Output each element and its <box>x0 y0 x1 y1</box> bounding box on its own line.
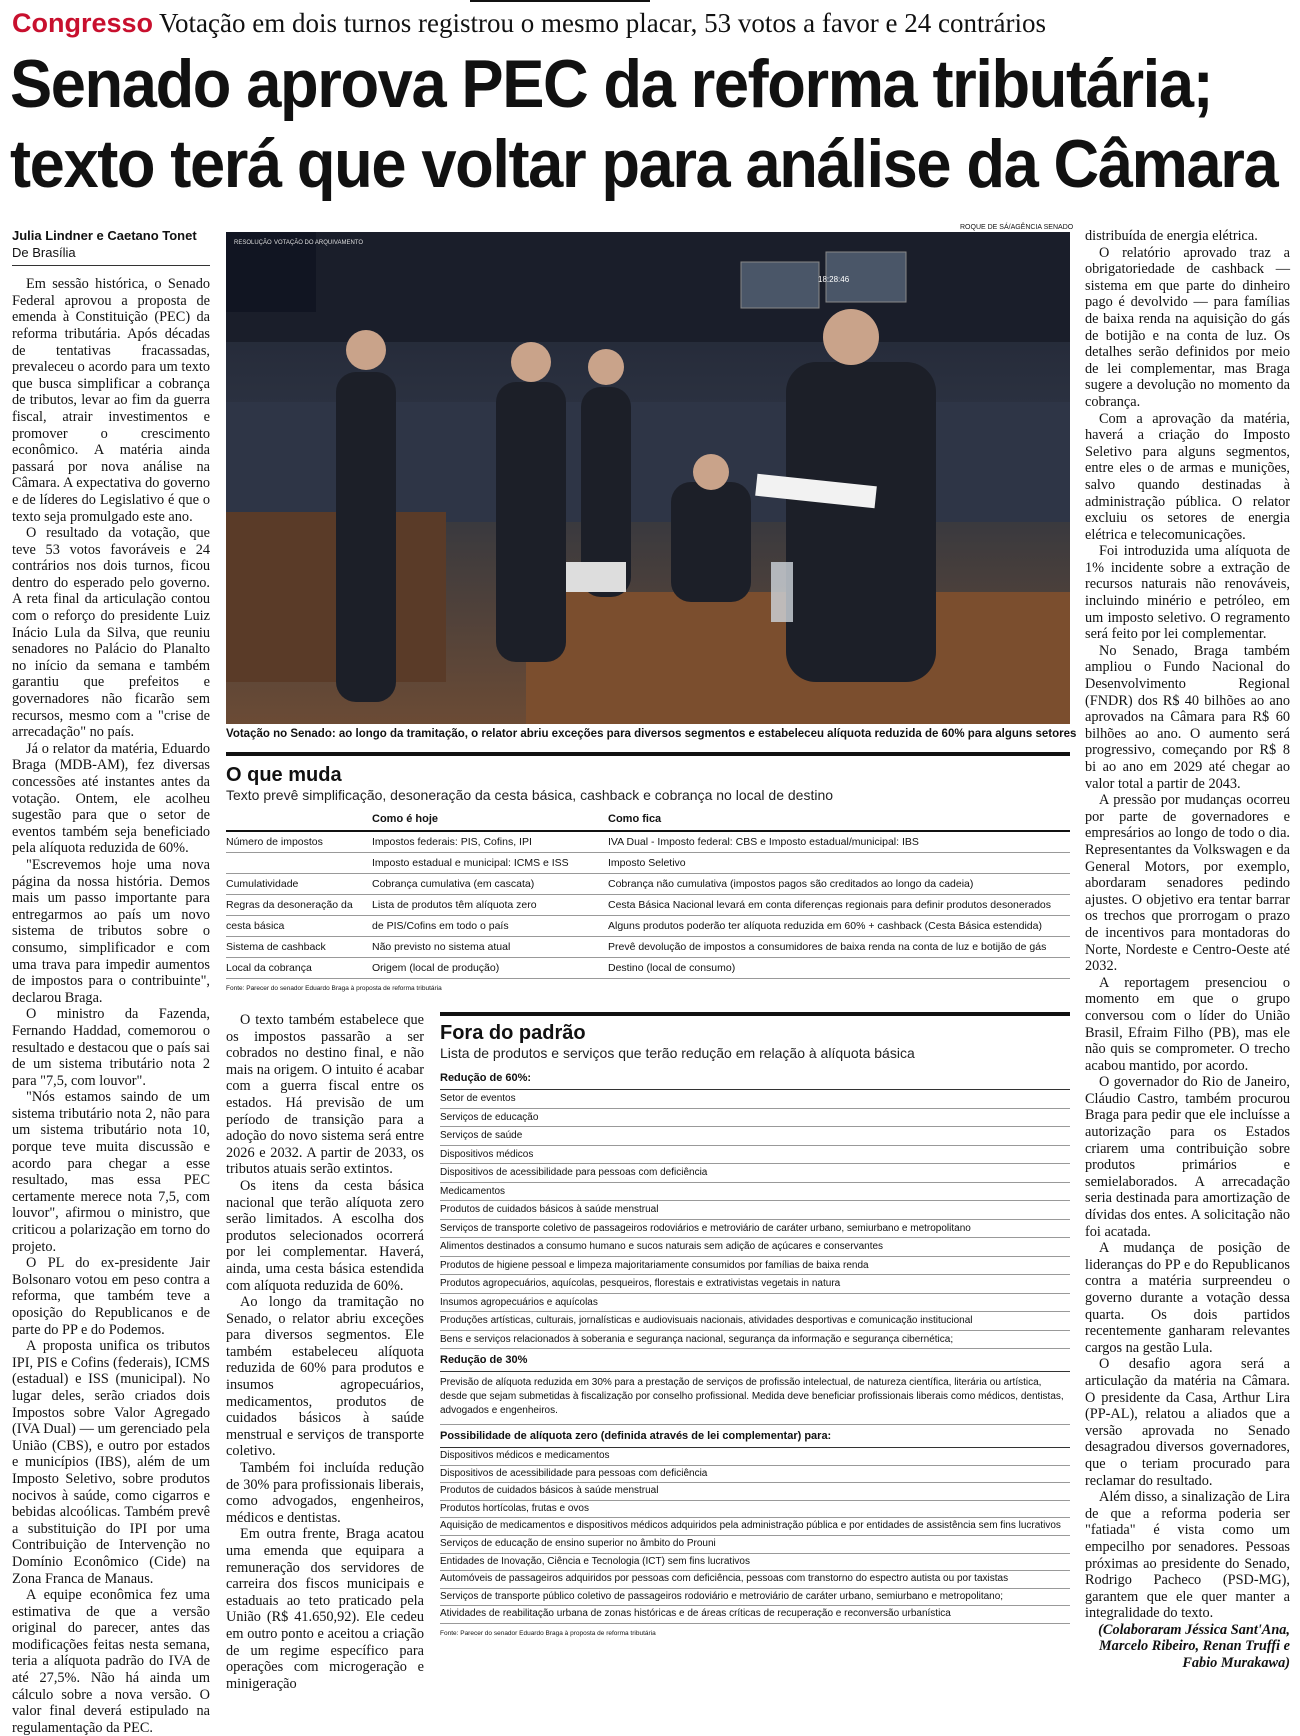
article-paragraph: A mudança de posição de lideranças do PP e do Republicanos contra a matéria surpreendeu o governo durante a votação dessa quarta. Os dois partidos recentemente ganharam relevantes cargos na gestão Lula. <box>1085 1240 1290 1356</box>
monitor-left <box>741 262 819 308</box>
article-paragraph: Além disso, a sinalização de Lira de que a reforma poderia ser "fatiada" é vista como um empecilho por senadores. Pessoas próximas ao presidente do Senado, Rodrigo Pacheco (PSD-MG), garantem que ele quer manter a integralidade do texto. <box>1085 1489 1290 1622</box>
name-plate <box>566 562 626 592</box>
o-que-muda-subtitle: Texto prevê simplificação, desoneração da cesta básica, cashback e cobrança no local de destino <box>226 787 834 803</box>
list-item: Produtos de cuidados básicos à saúde menstrual <box>440 1201 1070 1220</box>
article-paragraph: Os itens da cesta básica nacional que terão alíquota zero serão limitados. A escolha dos produtos selecionados ocorrerá por lei complementar. Haverá, ainda, uma cesta básica estendida com alíquota reduzida de 60%. <box>226 1177 424 1294</box>
table-cell-fica: Imposto Seletivo <box>608 853 1070 874</box>
list-item: Aquisição de medicamentos e dispositivos médicos adquiridos pela administração pública e por entidades de assistência sem fins lucrativos <box>440 1518 1070 1536</box>
byline-authors: Julia Lindner e Caetano Tonet <box>12 228 197 243</box>
table-cell-hoje: Cobrança cumulativa (em cascata) <box>372 874 608 895</box>
article-paragraph: Foi introduzida uma alíquota de 1% incidente sobre a extração de recursos naturais não renováveis, incluindo minério e petróleo, em um imposto seletivo. O regramento será feito por lei complementar. <box>1085 543 1290 643</box>
list-item: Alimentos destinados a consumo humano e sucos naturais sem adição de açúcares e conservantes <box>440 1238 1070 1257</box>
table-cell-label <box>226 853 372 874</box>
fora-do-padrao-title: Fora do padrão <box>440 1022 586 1044</box>
senator-figure-4 <box>671 482 751 602</box>
list-item: Serviços de educação de ensino superior no âmbito do Prouni <box>440 1536 1070 1554</box>
list-item: Atividades de reabilitação urbana de zonas históricas e de áreas críticas de recuperação e reconversão urbanística <box>440 1606 1070 1624</box>
table-cell-fica: Prevê devolução de impostos a consumidores de baixa renda na conta de luz e botijão de gás <box>608 937 1070 958</box>
table-cell-label: Regras da desoneração da <box>226 895 372 916</box>
credits: (Colaboraram Jéssica Sant'Ana, Marcelo Ribeiro, Renan Truffi e Fabio Murakawa) <box>1098 1621 1290 1672</box>
article-paragraph: O PL do ex-presidente Jair Bolsonaro votou em peso contra a reforma, que também teve a oposição do Republicanos e de parte do PP e do Podemos. <box>12 1255 210 1338</box>
column-2 <box>226 1012 424 1692</box>
rapporteur-figure <box>786 362 936 682</box>
table-cell-fica: IVA Dual - Imposto federal: CBS e Imposto estadual/municipal: IBS <box>608 831 1070 853</box>
head-4 <box>693 454 729 490</box>
list-item: Produtos agropecuários, aquícolas, pesqueiros, florestais e extrativistas vegetais in natura <box>440 1275 1070 1294</box>
table-row <box>226 853 1070 874</box>
fora-do-padrao-source: Fonte: Parecer do senador Eduardo Braga à proposta de reforma tributária <box>440 1629 656 1637</box>
list-item: Serviços de transporte coletivo de passageiros rodoviários e metroviário de caráter urbano, semiurbano e metropolitano <box>440 1220 1070 1239</box>
article-paragraph: O desafio agora será a articulação da matéria na Câmara. O presidente da Casa, Arthur Lira (PP-AL), relatou a aliados que a versão aprovada no Senado desagradou diversos governadores, que o teriam procurado para reclamar do resultado. <box>1085 1356 1290 1489</box>
column-3 <box>1085 228 1290 1672</box>
chamber-back-wall <box>226 232 1070 342</box>
article-paragraph: A pressão por mudanças ocorreu por parte de governadores e empresários ao longo de todo o dia. Representantes da Volkswagen e da General Motors, por exemplo, abordaram senadores pedindo ajustes. O objetivo era tentar barrar os trechos que prorrogam o prazo de incentivos para montadoras do Norte, Nordeste e Centro-Oeste até 2032. <box>1085 792 1290 975</box>
article-paragraph: Com a aprovação da matéria, haverá a criação do Imposto Seletivo para alguns segmentos, entre eles o de armas e munições, salvo quando destinadas à administração pública. O relator excluiu os setores de energia elétrica e telecomunicações. <box>1085 410 1290 543</box>
table-cell-fica: Cesta Básica Nacional levará em conta diferenças regionais para definir produtos desonerados <box>608 895 1070 916</box>
headline-line-2: texto terá que voltar para análise da Câmara <box>10 126 1278 202</box>
column-1 <box>12 228 210 1736</box>
table-cell-hoje: Lista de produtos têm alíquota zero <box>372 895 608 916</box>
byline-rule <box>12 265 210 266</box>
monitor-time: 18:28:46 <box>818 275 850 284</box>
group-30-title: Redução de 30% <box>440 1349 1070 1372</box>
article-paragraph: No Senado, Braga também ampliou o Fundo Nacional do Desenvolvimento Regional (FNDR) dos R$ 40 bilhões ao ano aprovados na Câmara para R$ 60 bilhões ao ano. O aumento será progressivo, começando por R$ 8 bi ao ano em 2029 até chegar ao valor total a partir de 2043. <box>1085 642 1290 792</box>
article-paragraph: O texto também estabelece que os impostos passarão a ser cobrados no destino final, e não mais na origem. O intuito é acabar com a guerra fiscal entre os estados. Há previsão de um período de transição para a adoção do novo sistema será entre 2026 e 2032. A partir de 2033, os tributos atuais serão extintos. <box>226 1012 424 1178</box>
list-item: Serviços de saúde <box>440 1127 1070 1146</box>
table-cell-label: Sistema de cashback <box>226 937 372 958</box>
article-paragraph: O ministro da Fazenda, Fernando Haddad, comemorou o resultado e destacou que o país sai de um sistema tributário nota 2 para "7,5, com louvor". <box>12 1006 210 1089</box>
vote-panel-label-1: RESOLUÇÃO <box>234 240 272 246</box>
o-que-muda-box <box>226 752 1070 992</box>
list-item: Setor de eventos <box>440 1090 1070 1109</box>
head-3 <box>588 349 624 385</box>
list-item: Dispositivos médicos <box>440 1146 1070 1165</box>
article-paragraph: Também foi incluída redução de 30% para profissionais liberais, como advogados, engenheiros, médicos e dentistas. <box>226 1460 424 1526</box>
list-item: Produtos hortícolas, frutas e ovos <box>440 1501 1070 1519</box>
list-item: Bens e serviços relacionados à soberania e segurança nacional, segurança da informação e segurança cibernética; <box>440 1331 1070 1350</box>
table-row <box>226 874 1070 895</box>
list-item: Produções artísticas, culturais, jornalísticas e audiovisuais nacionais, atividades desportivas e comunicação institucional <box>440 1312 1070 1331</box>
article-paragraph: Em outra frente, Braga acatou uma emenda que equipara a remuneração dos servidores de carreira dos fiscos municipais e estaduais ao teto praticado pela União (R$ 41.650,92). Ele cedeu em outro ponto e aceitou a criação de um regime específico para operações com microgeração e minigeração <box>226 1526 424 1692</box>
table-cell-label: Local da cobrança <box>226 958 372 979</box>
byline-location: De Brasília <box>12 244 76 260</box>
o-que-muda-table <box>226 809 1070 979</box>
article-paragraph: Em sessão histórica, o Senado Federal aprovou a proposta de emenda à Constituição (PEC) da reforma tributária. Após décadas de tentativas fracassadas, prevaleceu o acordo para um texto que busca simplificar a cobrança de tributos, levar ao fim da guerra fiscal, atrair investimentos e promover o crescimento econômico. A matéria ainda passará por nova análise na Câmara. A expectativa do governo e de líderes do Legislativo é que o texto seja promulgado este ano. <box>12 276 210 525</box>
senate-photo <box>226 232 1070 724</box>
list-item: Produtos de cuidados básicos à saúde menstrual <box>440 1483 1070 1501</box>
headline <box>10 44 1278 204</box>
table-cell-hoje: Imposto estadual e municipal: ICMS e ISS <box>372 853 608 874</box>
group-zero-title: Possibilidade de alíquota zero (definida através de lei complementar) para: <box>440 1425 1070 1448</box>
o-que-muda-source: Fonte: Parecer do senador Eduardo Braga à proposta de reforma tributária <box>226 985 442 992</box>
senate-photo-illustration <box>226 232 1070 724</box>
head-rapporteur <box>823 309 879 365</box>
list-item: Dispositivos médicos e medicamentos <box>440 1448 1070 1466</box>
table-cell-label: cesta básica <box>226 916 372 937</box>
list-item: Serviços de transporte público coletivo de passageiros rodoviário e metroviário de caráter urbano, semiurbano e metropolitano; <box>440 1589 1070 1607</box>
table-cell-label: Número de impostos <box>226 831 372 853</box>
kicker <box>12 6 1292 41</box>
table-row <box>226 958 1070 979</box>
article-paragraph: Ao longo da tramitação no Senado, o relator abriu exceções para diversos segmentos. Ele também estabeleceu alíquota reduzida de 60% para produtos e insumos agropecuários, medicamentos, produtos de cuidados básicos à saúde menstrual e serviços de transporte coletivo. <box>226 1294 424 1460</box>
group-30-text: Previsão de alíquota reduzida em 30% para a prestação de serviços de profissão intelectual, de natureza científica, literária ou artística, desde que sejam submetidas à fiscalização por conselho profissional. Medida deve beneficiar profissionais liberais como médicos, dentistas, advogados e engenheiros. <box>440 1372 1070 1425</box>
photo-caption: Votação no Senado: ao longo da tramitação, o relator abriu exceções para diversos segmentos e estabeleceu alíquota reduzida de 60% para alguns setores <box>226 728 1077 740</box>
list-item: Medicamentos <box>440 1183 1070 1202</box>
article-paragraph: A proposta unifica os tributos IPI, PIS e Cofins (federais), ICMS (estadual) e ISS (municipal). No lugar deles, serão criados dois Impostos sobre Valor Agregado (IVA Dual) — um gerenciado pela União (CBS), e outro por estados e municípios (IBS), além de um Imposto Seletivo, sobre produtos nocivos à saúde, como cigarros e bebidas alcoólicas. Também prevê a substituição do IPI por uma Contribuição de Intervenção no Domínio Econômico (Cide) na Zona Franca de Manaus. <box>12 1338 210 1587</box>
table-cell-fica: Destino (local de consumo) <box>608 958 1070 979</box>
section-label: Congresso <box>12 8 154 38</box>
article-paragraph: A equipe econômica fez uma estimativa de que a versão original do parecer, antes das modificações feitas nesta semana, teria a alíquota padrão do IVA de até 27,5%. Não há ainda um cálculo sobre a nova versão. O valor final deverá estipulado na regulamentação da PEC. <box>12 1587 210 1736</box>
article-paragraph: distribuída de energia elétrica. <box>1085 228 1258 244</box>
table-header-hoje: Como é hoje <box>372 809 608 831</box>
table-cell-label: Cumulatividade <box>226 874 372 895</box>
vote-panel-label-2: VOTAÇÃO DO ARQUIVAMENTO <box>274 240 364 246</box>
group-60-title: Redução de 60%: <box>440 1067 1070 1090</box>
table-header-row <box>226 809 1070 831</box>
fora-do-padrao-box <box>440 1012 1070 1637</box>
head-2 <box>511 342 551 382</box>
head-1 <box>346 330 386 370</box>
list-item: Entidades de Inovação, Ciência e Tecnologia (ICT) sem fins lucrativos <box>440 1554 1070 1572</box>
list-item: Insumos agropecuários e aquícolas <box>440 1294 1070 1313</box>
table-cell-hoje: de PIS/Cofins em todo o país <box>372 916 608 937</box>
list-item: Serviços de educação <box>440 1109 1070 1128</box>
table-row <box>226 937 1070 958</box>
top-rule <box>470 0 650 2</box>
article-paragraph: A reportagem presenciou o momento em que o grupo conversou com o líder do União Brasil, Efraim Filho (PB), mas ele não quis se comprometer. O trecho acabou mantido, por acordo. <box>1085 974 1290 1074</box>
water-bottle <box>771 562 793 622</box>
o-que-muda-title: O que muda <box>226 764 342 786</box>
article-paragraph: "Escrevemos hoje uma nova página da nossa história. Demos mais um passo importante para entregarmos ao país um novo sistema de tributos sobre o consumo, simplificador e com uma trava para impedir aumentos de impostos para o contribuinte", declarou Braga. <box>12 856 210 1006</box>
list-item: Automóveis de passageiros adquiridos por pessoas com deficiência, pessoas com transtorno do espectro autista ou por taxistas <box>440 1571 1070 1589</box>
senator-figure-1 <box>336 372 396 702</box>
table-row <box>226 916 1070 937</box>
list-item: Dispositivos de acessibilidade para pessoas com deficiência <box>440 1466 1070 1484</box>
group-zero-list <box>440 1448 1070 1624</box>
list-item: Dispositivos de acessibilidade para pessoas com deficiência <box>440 1164 1070 1183</box>
table-cell-fica: Cobrança não cumulativa (impostos pagos são creditados ao longo da cadeia) <box>608 874 1070 895</box>
article-paragraph: "Nós estamos saindo de um sistema tributário nota 2, não para um sistema tributário nota 10, porque teve muita discussão e acordo para chegar a esse resultado, mas essa PEC certamente merece nota 7,5, com louvor", afirmou o ministro, que criticou a polarização em torno do projeto. <box>12 1089 210 1255</box>
table-row <box>226 831 1070 853</box>
senator-figure-2 <box>496 382 566 662</box>
article-paragraph: O governador do Rio de Janeiro, Cláudio Castro, também procurou Braga para pedir que ele incluísse a autorização para os Estados criarem uma contribuição sobre produtos primários e semielaborados. A arrecadação seria destinada para amortização de dívidas dos entes. A solicitação não foi acatada. <box>1085 1074 1290 1240</box>
fora-do-padrao-subtitle: Lista de produtos e serviços que terão redução em relação à alíquota básica <box>440 1045 915 1061</box>
article-paragraph: Já o relator da matéria, Eduardo Braga (MDB-AM), fez diversas concessões até instantes antes da votação. Ontem, ele acolheu sugestão para que o setor de eventos também seja beneficiado pela alíquota reduzida de 60%. <box>12 740 210 857</box>
photo-credit: ROQUE DE SÁ/AGÊNCIA SENADO <box>960 224 1074 231</box>
subhead: Votação em dois turnos registrou o mesmo placar, 53 votos a favor e 24 contrários <box>159 8 1046 38</box>
table-header-empty <box>226 809 372 831</box>
table-cell-hoje: Não previsto no sistema atual <box>372 937 608 958</box>
headline-line-1: Senado aprova PEC da reforma tributária; <box>10 46 1213 122</box>
article-paragraph: O resultado da votação, que teve 53 votos favoráveis e 24 contrários nos dois turnos, ficou dentro do esperado pelo governo. A reta final da articulação contou com o reforço do presidente Luiz Inácio Lula da Silva, que reuniu senadores no Palácio do Planalto no início da semana e também garantiu que prefeitos e governadores não ficarão sem recursos, mesmo com a "crise de arrecadação" no país. <box>12 525 210 741</box>
table-header-fica: Como fica <box>608 809 1070 831</box>
table-cell-fica: Alguns produtos poderão ter alíquota reduzida em 60% + cashback (Cesta Básica estendida) <box>608 916 1070 937</box>
group-60-list <box>440 1090 1070 1349</box>
table-cell-hoje: Impostos federais: PIS, Cofins, IPI <box>372 831 608 853</box>
table-row <box>226 895 1070 916</box>
table-cell-hoje: Origem (local de produção) <box>372 958 608 979</box>
article-paragraph: O relatório aprovado traz a obrigatoriedade de cashback — sistema em que parte do dinheiro pago é devolvido — para famílias de baixa renda na aquisição do gás de botijão e na conta de luz. Os detalhes serão definidos por meio de lei complementar, mas Braga sugere a devolução no momento da cobrança. <box>1085 244 1290 410</box>
list-item: Produtos de higiene pessoal e limpeza majoritariamente consumidos por famílias de baixa renda <box>440 1257 1070 1276</box>
